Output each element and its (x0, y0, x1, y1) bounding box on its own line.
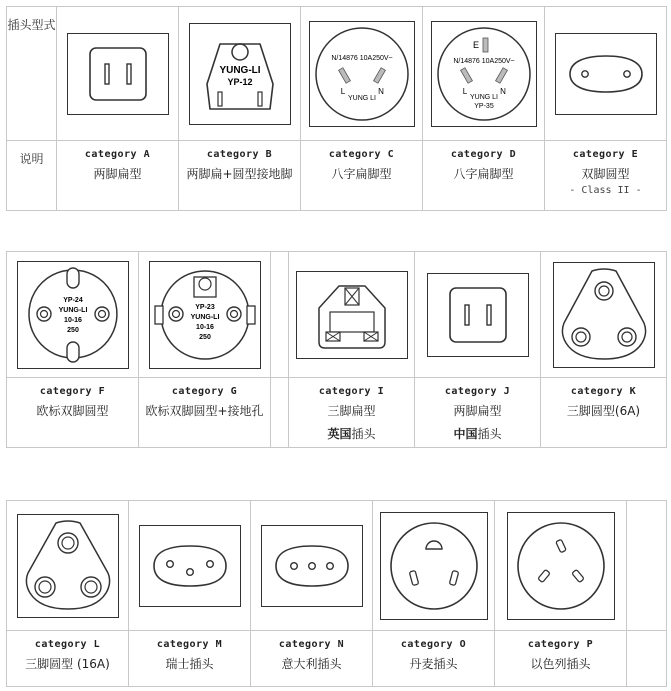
category-desc: 三脚圆型 (16A) (25, 657, 110, 671)
plug-cell-j (415, 252, 541, 378)
plug-image-d (431, 21, 537, 127)
plug-b-brand: YUNG-LI (218, 64, 261, 76)
desc-cell-c (301, 141, 423, 211)
plug-f-model: YP-24 (62, 296, 83, 304)
plug-image-a (67, 33, 169, 115)
category-desc: 两脚扁型 (93, 167, 142, 181)
category-label: category C (328, 149, 395, 160)
plug-image-j (427, 273, 529, 357)
desc-cell-n (251, 631, 373, 687)
plug-g-brand: YUNG-LI (190, 313, 219, 321)
spacer-cell (271, 252, 289, 378)
plug-cell-o (373, 501, 495, 631)
plug-f-amps: 10-16 (63, 316, 82, 324)
plug-cell-c (301, 7, 423, 141)
plug-cell-m (129, 501, 251, 631)
plug-cell-g (139, 252, 271, 378)
plug-image-f (17, 261, 129, 369)
plug-d-rating: N/14876 10A250V~ (452, 57, 515, 65)
category-label: category K (570, 386, 637, 397)
plug-g-model: YP-23 (194, 303, 215, 311)
category-desc: 丹麦插头 (409, 657, 458, 671)
category-label: category F (39, 386, 106, 397)
category-desc: 三脚圆型(6A) (566, 404, 641, 418)
plug-image-n (261, 525, 363, 607)
plug-c-rating: N/14876 10A250V~ (330, 54, 393, 62)
desc-cell-b (179, 141, 301, 211)
plug-table-3 (6, 500, 667, 687)
plug-d-n: N (499, 86, 506, 96)
plug-image-i (296, 271, 408, 359)
plug-c-brand: YUNG LI (347, 94, 376, 102)
category-label: category M (156, 639, 223, 650)
plug-d-l: L (462, 86, 467, 96)
plug-image-p (507, 512, 615, 620)
plug-image-b (189, 23, 291, 125)
category-label: category O (400, 639, 467, 650)
category-desc: 欧标双脚圆型+接地孔 (145, 404, 264, 418)
plug-cell-i (289, 252, 415, 378)
category-label: category A (84, 149, 151, 160)
plug-table-1 (6, 6, 667, 211)
desc-cell-j (415, 378, 541, 448)
desc-cell-m (129, 631, 251, 687)
plug-g-amps: 10-16 (195, 323, 214, 331)
plug-cell-a (57, 7, 179, 141)
plug-cell-b (179, 7, 301, 141)
category-desc: 意大利插头 (281, 657, 342, 671)
category-desc: 两脚扁+圆型接地脚 (186, 167, 293, 181)
plug-cell-e (545, 7, 667, 141)
desc-cell-k (541, 378, 667, 448)
plug-f-brand: YUNG-LI (58, 306, 87, 314)
plug-d-e: E (472, 39, 479, 50)
plug-image-o (380, 512, 488, 620)
plug-image-m (139, 525, 241, 607)
category-label: category D (450, 149, 517, 160)
category-label: category N (278, 639, 345, 650)
plug-cell-k (541, 252, 667, 378)
desc-cell-d (423, 141, 545, 211)
plug-cell-p (495, 501, 627, 631)
plug-cell-n (251, 501, 373, 631)
category-label: category P (527, 639, 594, 650)
plug-cell-d (423, 7, 545, 141)
header-description: 说明 (7, 141, 57, 211)
category-desc: 三脚扁型 (327, 404, 376, 418)
category-label: category B (206, 149, 273, 160)
desc-cell-f (7, 378, 139, 448)
category-label: category G (171, 386, 238, 397)
spacer-cell (627, 631, 667, 687)
plug-g-volts: 250 (198, 333, 211, 341)
desc-cell-g (139, 378, 271, 448)
category-desc: 欧标双脚圆型 (36, 404, 109, 418)
desc-cell-i (289, 378, 415, 448)
desc-cell-l (7, 631, 129, 687)
plug-cell-l (7, 501, 129, 631)
plug-image-g (149, 261, 261, 369)
category-label: category J (444, 386, 511, 397)
category-desc: 双脚圆型 (581, 167, 630, 181)
plug-c-l: L (340, 86, 345, 96)
plug-f-volts: 250 (66, 326, 79, 334)
spacer-cell (271, 378, 289, 448)
plug-c-n: N (377, 86, 384, 96)
plug-image-k (553, 262, 655, 368)
category-desc: 以色列插头 (530, 657, 591, 671)
desc-cell-e (545, 141, 667, 211)
category-sub: - Class II - (569, 185, 642, 196)
plug-d-brand: YUNG LI (469, 93, 498, 101)
category-desc: 两脚扁型 (453, 404, 502, 418)
plug-b-model: YP-12 (226, 76, 253, 87)
plug-image-e (555, 33, 657, 115)
category-desc: 八字扁脚型 (453, 167, 514, 181)
plug-image-l (17, 514, 119, 618)
category-label: category L (34, 639, 101, 650)
category-desc: 瑞士插头 (165, 657, 214, 671)
desc-cell-a (57, 141, 179, 211)
category-desc: 八字扁脚型 (331, 167, 392, 181)
category-label: category E (572, 149, 639, 160)
plug-cell-f (7, 252, 139, 378)
category-desc-2: 英国插头 (327, 427, 376, 441)
desc-cell-p (495, 631, 627, 687)
plug-image-c (309, 21, 415, 127)
category-desc-2: 中国插头 (453, 427, 502, 441)
spacer-cell (627, 501, 667, 631)
header-plug-type: 插头型式 (7, 7, 57, 141)
plug-table-2 (6, 251, 667, 448)
plug-d-model: YP-35 (473, 102, 494, 110)
category-label: category I (318, 386, 385, 397)
desc-cell-o (373, 631, 495, 687)
